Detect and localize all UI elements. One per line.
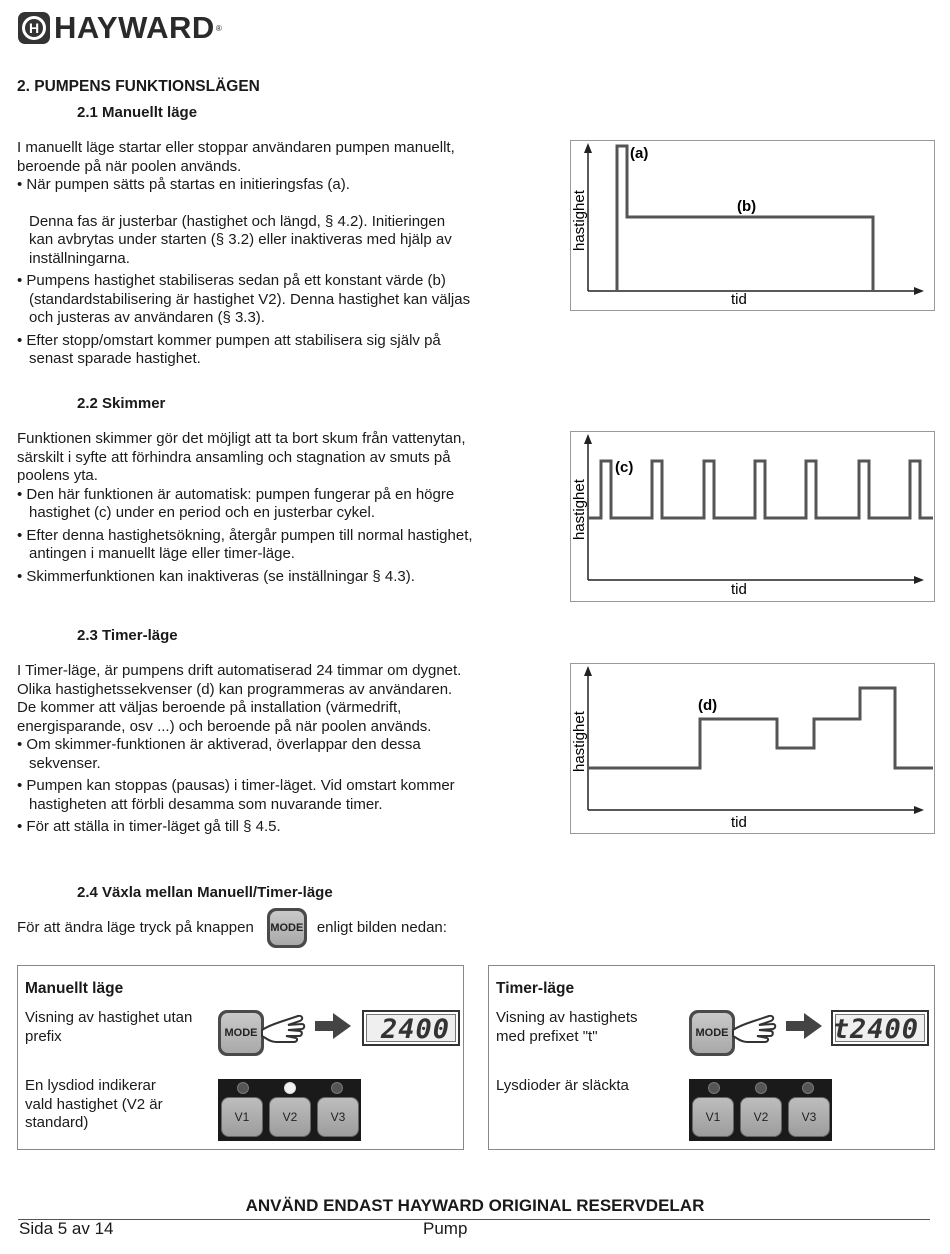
s22-bullet-1-2: hastighet (c) under en period och en justerbar cykel. bbox=[29, 504, 376, 521]
s21-bullet-1-sub-3: inställningarna. bbox=[29, 249, 130, 267]
s21-bullet-1: • När pumpen sätts på startas en initieringsfas (a). bbox=[17, 176, 350, 193]
s21-bullet-2-3: och justeras av användaren (§ 3.3). bbox=[29, 309, 265, 326]
hayward-logo bbox=[18, 10, 222, 46]
y-label: hastighet bbox=[571, 479, 588, 540]
x-label: tid bbox=[731, 581, 747, 598]
x-label: tid bbox=[731, 291, 747, 308]
v1-button[interactable]: V1 bbox=[221, 1097, 263, 1137]
speed-keypad bbox=[689, 1079, 832, 1141]
led-v3 bbox=[331, 1082, 343, 1094]
chart-manual-svg bbox=[571, 141, 934, 310]
led-v3 bbox=[802, 1082, 814, 1094]
s23-intro-1: I Timer-läge, är pumpens drift automatiserad 24 timmar om dygnet. bbox=[17, 662, 462, 679]
chart-timer bbox=[570, 663, 935, 834]
panel-timer-desc2: Lysdioder är släckta bbox=[496, 1077, 629, 1094]
panel-manual-desc2: En lysdiod indikerar vald hastighet (V2 är standard) bbox=[25, 1077, 163, 1131]
y-label: hastighet bbox=[571, 190, 588, 251]
s21-bullet-1-sub-2: kan avbrytas under starten (§ 3.2) eller inaktiveras med hjälp av bbox=[29, 231, 452, 248]
s23-intro-3: De kommer att väljas beroende på installation (värmedrift, bbox=[17, 699, 402, 716]
label-a: (a) bbox=[630, 145, 649, 162]
x-axis-arrow bbox=[914, 806, 924, 814]
section-title: 2. PUMPENS FUNKTIONSLÄGEN bbox=[17, 78, 260, 95]
x-axis-arrow bbox=[914, 576, 924, 584]
s23-bullet-1-1: • Om skimmer-funktionen är aktiverad, överlappar den dessa bbox=[17, 736, 421, 753]
y-axis-arrow bbox=[584, 666, 592, 676]
hand-pointer-icon bbox=[258, 1008, 306, 1044]
s21-bullet-2-2: (standardstabilisering är hastighet V2). Denna hastighet kan väljas bbox=[29, 290, 471, 308]
s22-intro-3: poolens yta. bbox=[17, 467, 98, 484]
panel-timer-title: Timer-läge bbox=[496, 980, 575, 997]
product-name: Pump bbox=[423, 1219, 468, 1238]
chart-skimmer bbox=[570, 431, 935, 602]
label-d: (d) bbox=[698, 697, 718, 714]
s22-title: 2.2 Skimmer bbox=[77, 395, 166, 412]
s24-text-before: För att ändra läge tryck på knappen bbox=[17, 918, 254, 936]
v1-button[interactable]: V1 bbox=[692, 1097, 734, 1137]
speed-display: 2400 bbox=[362, 1010, 460, 1046]
panel-manual-mode bbox=[17, 965, 464, 1150]
panel-manual-mode-button[interactable]: MODE bbox=[218, 1010, 264, 1056]
s21-bullet-3-2: senast sparade hastighet. bbox=[29, 350, 201, 367]
s24-instruction bbox=[17, 905, 447, 951]
label-b: (b) bbox=[737, 198, 757, 215]
registered-mark: ® bbox=[215, 23, 222, 33]
chart-manual-mode bbox=[570, 140, 935, 311]
s22-body bbox=[17, 430, 557, 586]
panel-manual-desc1: Visning av hastighet utan prefix bbox=[25, 1009, 193, 1045]
speed-line bbox=[588, 461, 933, 518]
mode-button[interactable]: MODE bbox=[267, 908, 307, 948]
s23-intro-2: Olika hastighetssekvenser (d) kan programmeras av användaren. bbox=[17, 680, 453, 698]
s24-title: 2.4 Växla mellan Manuell/Timer-läge bbox=[77, 884, 333, 901]
s22-intro-1: Funktionen skimmer gör det möjligt att ta bort skum från vattenytan, bbox=[17, 430, 466, 447]
speed-line bbox=[588, 688, 933, 768]
speed-line bbox=[617, 146, 873, 291]
x-label: tid bbox=[731, 814, 747, 831]
s21-bullet-2-1: • Pumpens hastighet stabiliseras sedan på ett konstant värde (b) bbox=[17, 272, 446, 289]
s23-body bbox=[17, 662, 557, 837]
s23-bullet-2-2: hastigheten att förbli desamma som nuvarande timer. bbox=[29, 795, 383, 813]
v3-button[interactable]: V3 bbox=[317, 1097, 359, 1137]
hand-pointer-icon bbox=[729, 1008, 777, 1044]
s22-bullet-2-2: antingen i manuellt läge eller timer-läge. bbox=[29, 545, 295, 562]
led-v2 bbox=[284, 1082, 296, 1094]
s23-title: 2.3 Timer-läge bbox=[77, 627, 178, 644]
s23-intro-4: energisparande, osv ...) och beroende på när poolen används. bbox=[17, 717, 432, 735]
panel-timer-desc1: Visning av hastighets med prefixet "t" bbox=[496, 1009, 638, 1045]
s24-text-after: enligt bilden nedan: bbox=[316, 918, 447, 936]
s21-bullet-1-sub-1: Denna fas är justerbar (hastighet och längd, § 4.2). Initieringen bbox=[29, 212, 446, 230]
s21-bullet-3-1: • Efter stopp/omstart kommer pumpen att stabilisera sig själv på bbox=[17, 331, 441, 349]
s21-intro-1: I manuellt läge startar eller stoppar användaren pumpen manuellt, bbox=[17, 139, 455, 156]
speed-keypad bbox=[218, 1079, 361, 1141]
arrow-right-icon bbox=[315, 1013, 351, 1039]
y-axis-arrow bbox=[584, 143, 592, 153]
v2-button[interactable]: V2 bbox=[740, 1097, 782, 1137]
s22-intro-2: särskilt i syfte att förhindra ansamling och stagnation av smuts på bbox=[17, 448, 451, 466]
panel-timer-mode bbox=[488, 965, 935, 1150]
footer-title: ANVÄND ENDAST HAYWARD ORIGINAL RESERVDELAR bbox=[245, 1196, 705, 1215]
hayward-badge-icon: H bbox=[18, 12, 50, 44]
s21-title: 2.1 Manuellt läge bbox=[77, 104, 198, 121]
led-v1 bbox=[708, 1082, 720, 1094]
label-c: (c) bbox=[615, 459, 634, 476]
led-v1 bbox=[237, 1082, 249, 1094]
y-axis-arrow bbox=[584, 434, 592, 444]
y-label: hastighet bbox=[571, 711, 588, 772]
led-v2 bbox=[755, 1082, 767, 1094]
s22-bullet-1-1: • Den här funktionen är automatisk: pumpen fungerar på en högre bbox=[17, 485, 455, 503]
arrow-right-icon bbox=[786, 1013, 822, 1039]
s22-bullet-3: • Skimmerfunktionen kan inaktiveras (se inställningar § 4.3). bbox=[17, 567, 415, 585]
footer-divider bbox=[18, 1219, 930, 1220]
s23-bullet-3: • För att ställa in timer-läget gå till § 4.5. bbox=[17, 818, 281, 835]
speed-display: t2400 bbox=[831, 1010, 929, 1046]
s22-bullet-2-1: • Efter denna hastighetsökning, återgår pumpen till normal hastighet, bbox=[17, 526, 473, 544]
s23-bullet-1-2: sekvenser. bbox=[29, 754, 101, 772]
brand-name: HAYWARD bbox=[54, 10, 215, 45]
page-number: Sida 5 av 14 bbox=[19, 1219, 114, 1238]
v3-button[interactable]: V3 bbox=[788, 1097, 830, 1137]
s23-bullet-2-1: • Pumpen kan stoppas (pausas) i timer-läget. Vid omstart kommer bbox=[17, 777, 455, 794]
v2-button[interactable]: V2 bbox=[269, 1097, 311, 1137]
s21-intro-2: beroende på när poolen används. bbox=[17, 157, 242, 175]
panel-manual-title: Manuellt läge bbox=[25, 980, 124, 997]
panel-timer-mode-button[interactable]: MODE bbox=[689, 1010, 735, 1056]
s21-body bbox=[17, 139, 557, 369]
chart-timer-svg bbox=[571, 664, 934, 833]
chart-skimmer-svg bbox=[571, 432, 934, 601]
x-axis-arrow bbox=[914, 287, 924, 295]
